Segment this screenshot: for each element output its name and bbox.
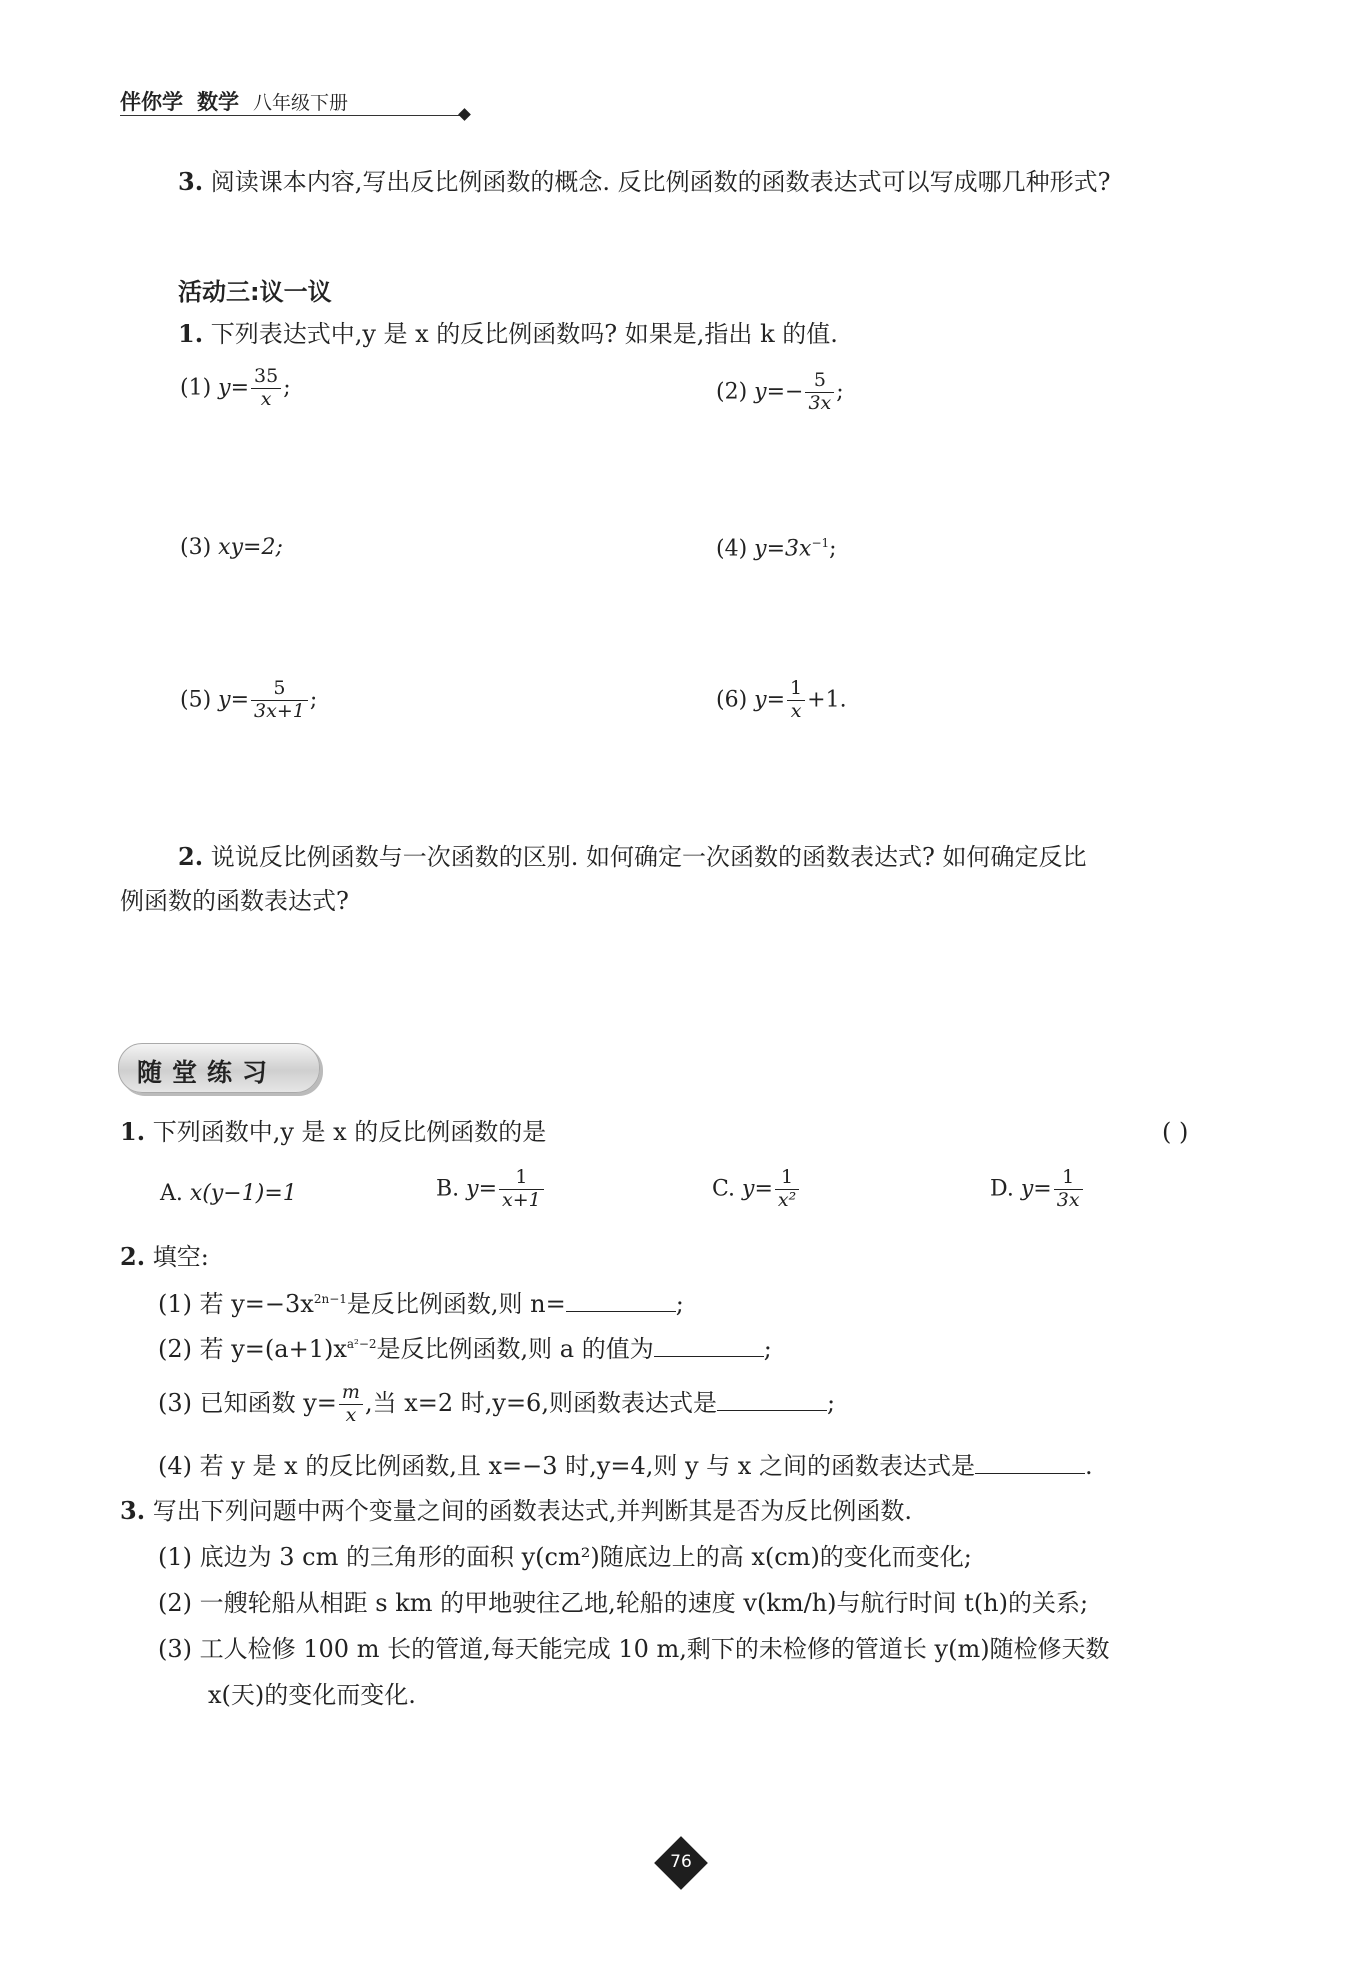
item-4: (4) $y=3x^{-1}$; (716, 536, 837, 562)
activity-3-title: 活动三:议一议 (178, 278, 332, 306)
running-header (120, 86, 348, 116)
option-c: C. y= $\frac{1}{\text{x²}}$ (712, 1167, 801, 1212)
practice-q3-s2: (2) 一艘轮船从相距 s km 的甲地驶往乙地,轮船的速度 v(km/h)与航行时间 t(h)的关系; (158, 1589, 1089, 1617)
item-6: (6) y= $\frac{1}{x}$ +1. (716, 677, 847, 722)
book-title: 伴你学 (120, 90, 183, 114)
grade-label: 八年级下册 (253, 92, 349, 114)
activity-q2-line2: 例函数的函数表达式? (120, 887, 349, 915)
practice-q3-s3b: x(天)的变化而变化. (208, 1681, 416, 1709)
practice-q3-s1: (1) 底边为 3 cm 的三角形的面积 y(cm²)随底边上的高 x(cm)的变化而变化; (158, 1543, 972, 1571)
option-d: D. y= $\frac{1}{3x}$ (990, 1167, 1085, 1212)
practice-q2: 2. 填空: (120, 1242, 209, 1271)
item-2: (2) y=− $\frac{5}{3x}$ ; (716, 369, 844, 414)
fill-4: (4) 若 y 是 x 的反比例函数,且 x=−3 时,y=4,则 y 与 x 之间的函数表达式是 . (158, 1452, 1093, 1480)
item-3: (3) xy=2; (180, 535, 283, 560)
answer-paren: ( ) (1162, 1118, 1189, 1146)
fill-2: (2) 若 $y=(a+1)x^{a^2-2}$是反比例函数,则 a 的值为 ; (158, 1335, 772, 1363)
header-diamond-icon (458, 108, 471, 121)
option-a: A. x(y−1)=1 (160, 1181, 297, 1206)
answer-blank[interactable] (717, 1388, 827, 1411)
practice-q3-s3a: (3) 工人检修 100 m 长的管道,每天能完成 10 m,剩下的未检修的管道长 y(m)随检修天数 (158, 1635, 1110, 1663)
fill-1: (1) 若 $y=-3x^{2n-1}$是反比例函数,则 n= ; (158, 1290, 684, 1318)
answer-blank[interactable] (654, 1334, 764, 1357)
practice-badge: 随堂练习 (118, 1043, 320, 1093)
item-1: (1) y= $\frac{35}{x}$ ; (180, 365, 291, 410)
practice-q1: 1. 下列函数中,y 是 x 的反比例函数的是 (120, 1117, 547, 1146)
practice-q3: 3. 写出下列问题中两个变量之间的函数表达式,并判断其是否为反比例函数. (120, 1496, 912, 1525)
page-number: 76 (670, 1852, 692, 1872)
answer-blank[interactable] (975, 1451, 1085, 1474)
fill-3: (3) 已知函数 y= $\frac{m}{x}$ ,当 x=2 时,y=6,则函数表达式是 ; (158, 1381, 836, 1426)
activity-q1: 1. 下列表达式中,y 是 x 的反比例函数吗? 如果是,指出 k 的值. (178, 319, 838, 348)
option-b: B. y= $\frac{1}{x+1}$ (436, 1167, 546, 1212)
item-5: (5) y= $\frac{5}{3x+1}$ ; (180, 677, 318, 722)
subject: 数学 (197, 90, 239, 114)
activity-q2-line1: 2. 说说反比例函数与一次函数的区别. 如何确定一次函数的函数表达式? 如何确定反比 (178, 842, 1087, 871)
answer-blank[interactable] (566, 1289, 676, 1312)
question-3: 3. 阅读课本内容,写出反比例函数的概念. 反比例函数的函数表达式可以写成哪几种形式? (178, 167, 1111, 196)
header-rule (120, 115, 465, 116)
